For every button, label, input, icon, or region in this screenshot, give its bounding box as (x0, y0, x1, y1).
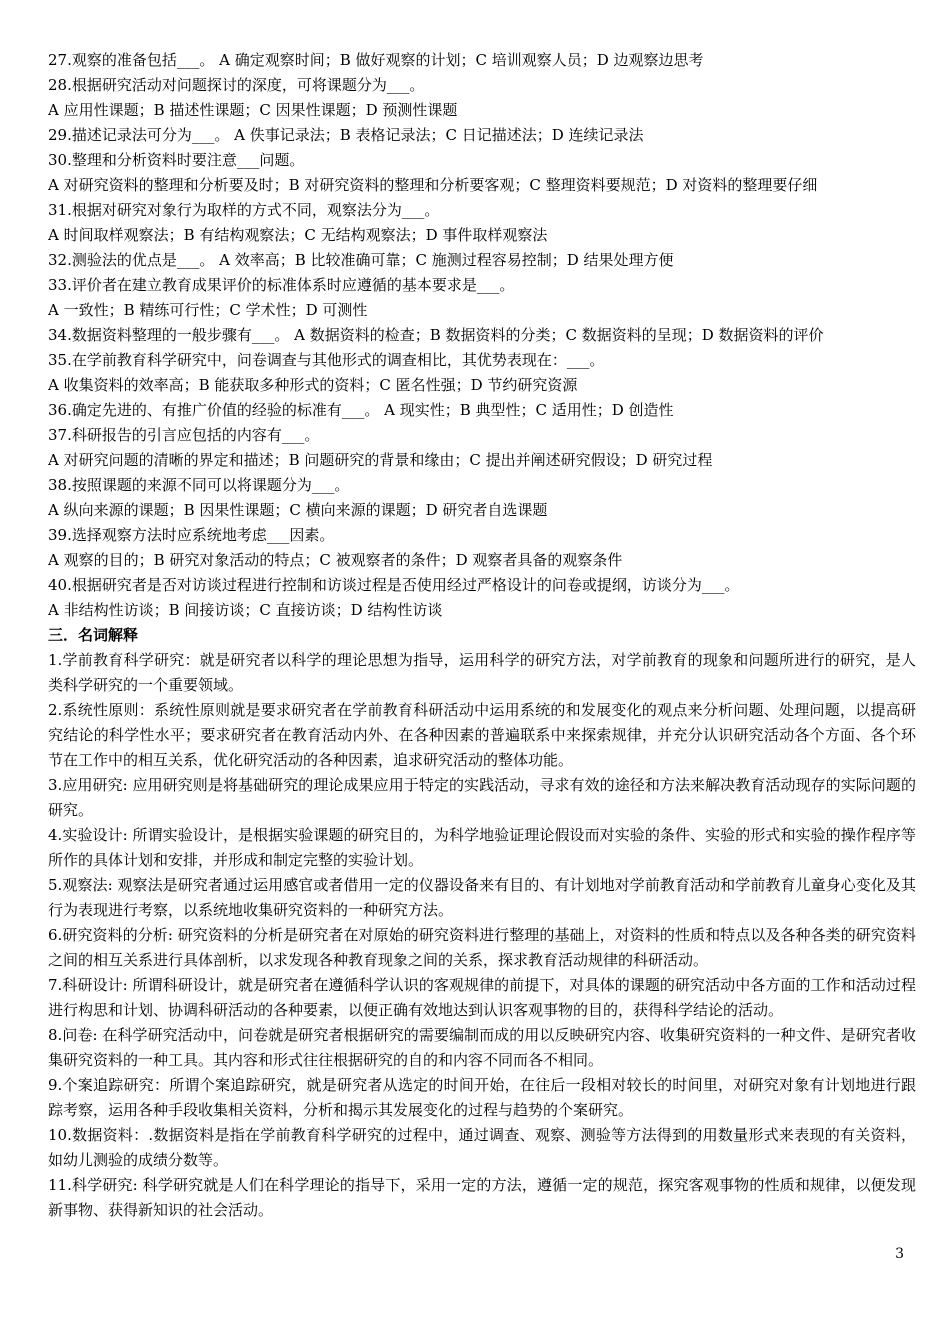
section-heading: 三．名词解释 (48, 626, 139, 644)
definition-item: 9.个案追踪研究：所谓个案追踪研究，就是研究者从选定的时间开始，在往后一段相对较长的时间里，对研究对象有计划地进行跟踪考察，运用各种手段收集相关资料，分析和揭示其发展变化的过程与趋势的个案研究。 (48, 1076, 916, 1119)
question-options: A 非结构性访谈；B 间接访谈；C 直接访谈；D 结构性访谈 (48, 601, 443, 619)
definition-item: 11.科学研究: 科学研究就是人们在科学理论的指导下，采用一定的方法，遵循一定的规范，探究客观事物的性质和规律，以便发现新事物、获得新知识的社会活动。 (48, 1176, 916, 1219)
question-options: A 对研究问题的清晰的界定和描述；B 问题研究的背景和缘由；C 提出并阐述研究假设；D 研究过程 (48, 451, 713, 469)
question-options: A 一致性；B 精练可行性；C 学术性；D 可测性 (48, 301, 368, 319)
question-line: 35.在学前教育科学研究中，问卷调查与其他形式的调查相比，其优势表现在：___。 (48, 351, 605, 369)
definition-item: 10.数据资料：.数据资料是指在学前教育科学研究的过程中，通过调查、观察、测验等方法得到的用数量形式来表现的有关资料，如幼儿测验的成绩分数等。 (48, 1126, 916, 1169)
definitions-section (48, 648, 916, 1223)
question-line: 28.根据研究活动对问题探讨的深度，可将课题分为___。 (48, 76, 425, 94)
question-line: 34.数据资料整理的一般步骤有___。 A 数据资料的检查；B 数据资料的分类；C 数据资料的呈现；D 数据资料的评价 (48, 326, 824, 344)
definition-item: 8.问卷: 在科学研究活动中，问卷就是研究者根据研究的需要编制而成的用以反映研究内容、收集研究资料的一种文件、是研究者收集研究资料的一种工具。其内容和形式往往根据研究的自的和内容不同而各不相同。 (48, 1026, 916, 1069)
question-line: 32.测验法的优点是___。 A 效率高；B 比较准确可靠；C 施测过程容易控制；D 结果处理方便 (48, 251, 674, 269)
question-line: 29.描述记录法可分为___。 A 佚事记录法；B 表格记录法；C 日记描述法；D 连续记录法 (48, 126, 644, 144)
document-page (48, 48, 916, 1223)
question-options: A 时间取样观察法；B 有结构观察法；C 无结构观察法；D 事件取样观察法 (48, 226, 548, 244)
question-line: 30.整理和分析资料时要注意___问题。 (48, 151, 305, 169)
question-line: 39.选择观察方法时应系统地考虑___因素。 (48, 526, 335, 544)
question-line: 38.按照课题的来源不同可以将课题分为___。 (48, 476, 350, 494)
definition-item: 6.研究资料的分析: 研究资料的分析是研究者在对原始的研究资料进行整理的基础上，对资料的性质和特点以及各种各类的研究资料之间的相互关系进行具体剖析，以求发现各种教育现象之间的关系，探求教育活动规律的科研活动。 (48, 926, 916, 969)
question-options: A 对研究资料的整理和分析要及时；B 对研究资料的整理和分析要客观；C 整理资料要规范；D 对资料的整理要仔细 (48, 176, 818, 194)
question-options: A 纵向来源的课题；B 因果性课题；C 横向来源的课题；D 研究者自选课题 (48, 501, 548, 519)
question-line: 27.观察的准备包括___。 A 确定观察时间；B 做好观察的计划；C 培训观察人员；D 边观察边思考 (48, 51, 704, 69)
question-options: A 观察的目的；B 研究对象活动的特点；C 被观察者的条件；D 观察者具备的观察条件 (48, 551, 623, 569)
question-line: 33.评价者在建立教育成果评价的标准体系时应遵循的基本要求是___。 (48, 276, 515, 294)
definition-item: 3.应用研究: 应用研究则是将基础研究的理论成果应用于特定的实践活动，寻求有效的途径和方法来解决教育活动现存的实际问题的研究。 (48, 776, 916, 819)
question-options: A 应用性课题；B 描述性课题；C 因果性课题；D 预测性课题 (48, 101, 458, 119)
question-line: 40.根据研究者是否对访谈过程进行控制和访谈过程是否使用经过严格设计的问卷或提纲，访谈分为___。 (48, 576, 740, 594)
question-line: 37.科研报告的引言应包括的内容有___。 (48, 426, 320, 444)
definition-item: 2.系统性原则：系统性原则就是要求研究者在学前教育科研活动中运用系统的和发展变化的观点来分析问题、处理问题，以提高研究结论的科学性水平；要求研究者在教育活动内外、在各种因素的普遍联系中来探索规律，并充分认识研究活动各个方面、各个环节在工作中的相互关系，优化研究活动的各种因素，追求研究活动的整体功能。 (48, 701, 916, 769)
question-line: 36.确定先进的、有推广价值的经验的标准有___。 A 现实性；B 典型性；C 适用性；D 创造性 (48, 401, 674, 419)
definition-item: 7.科研设计: 所谓科研设计，就是研究者在遵循科学认识的客观规律的前提下，对具体的课题的研究活动中各方面的工作和活动过程进行构思和计划、协调科研活动的各种要素，以便正确有效地达到认识客观事物的目的，获得科学结论的活动。 (48, 976, 916, 1019)
question-line: 31.根据对研究对象行为取样的方式不同，观察法分为___。 (48, 201, 440, 219)
definition-item: 4.实验设计: 所谓实验设计，是根据实验课题的研究目的，为科学地验证理论假设而对实验的条件、实验的形式和实验的操作程序等所作的具体计划和安排，并形成和制定完整的实验计划。 (48, 826, 916, 869)
definition-item: 5.观察法: 观察法是研究者通过运用感官或者借用一定的仪器设备来有目的、有计划地对学前教育活动和学前教育儿童身心变化及其行为表现进行考察，以系统地收集研究资料的一种研究方法。 (48, 876, 916, 919)
page-number: 3 (895, 1246, 904, 1262)
multiple-choice-questions (48, 48, 916, 623)
question-options: A 收集资料的效率高；B 能获取多种形式的资料；C 匿名性强；D 节约研究资源 (48, 376, 578, 394)
definition-item: 1.学前教育科学研究：就是研究者以科学的理论思想为指导，运用科学的研究方法，对学前教育的现象和问题所进行的研究，是人类科学研究的一个重要领域。 (48, 651, 916, 694)
